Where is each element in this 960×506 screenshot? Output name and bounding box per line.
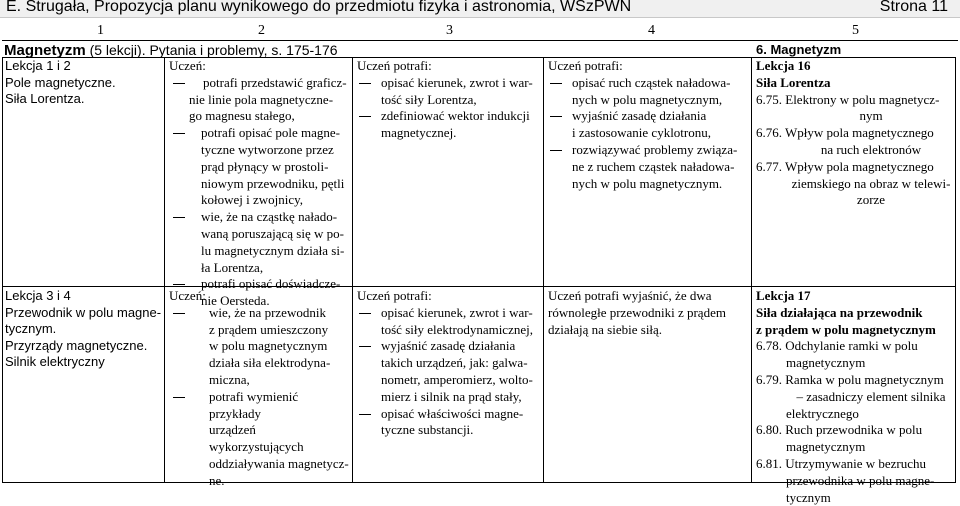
row2-advanced-cell: [548, 288, 748, 338]
text-line: z prądem umieszczony: [209, 321, 329, 337]
problem-title-cont: zorze: [856, 192, 886, 208]
row2-note-item: [756, 372, 956, 422]
problem-number: 6.80.: [756, 422, 782, 438]
dash-marker: [173, 83, 185, 84]
problem-number: 6.81.: [756, 455, 782, 471]
text-line: i zastosowanie cyklotronu,: [572, 125, 711, 141]
dash-marker: [173, 397, 185, 398]
top-rule: [2, 40, 958, 41]
document-title: E. Strugała, Propozycja planu wynikowego do przedmiotu fizyka i astronomia, WSzPWN: [6, 0, 632, 15]
row2-note-item: [756, 338, 956, 372]
text-line: równoległe przewodniki z prądem: [548, 304, 726, 320]
text-line: nych w polu magnetycznym.: [572, 175, 723, 191]
column-divider: [352, 57, 353, 483]
row2-basic-item: [169, 389, 351, 490]
dash-marker: [550, 150, 562, 151]
row2-note-item: [756, 456, 956, 506]
problem-title: Wpływ pola magnetycznego: [785, 158, 934, 174]
dash-marker: [359, 83, 371, 84]
text-line: go magnesu stałego,: [189, 108, 295, 124]
text-line: magnetycznej.: [381, 125, 457, 141]
row1-advanced-item: [548, 75, 748, 109]
row1-advanced-item: [548, 142, 748, 192]
row2-note-item: [756, 422, 956, 456]
text-line: działa siła elektrodyna-: [209, 355, 331, 371]
row2-basic-item: [169, 305, 351, 389]
text-line: miczna,: [209, 371, 250, 387]
text-line: lu magnetycznym działa si-: [201, 242, 345, 258]
text-line: ne z ruchem cząstek naładowa-: [572, 158, 735, 174]
column-divider: [751, 57, 752, 483]
text-line: waną poruszającą się w po-: [201, 225, 344, 241]
problem-title: Elektrony w polu magnetycz-: [785, 91, 940, 107]
problem-title: Utrzymywanie w bezruchu: [785, 455, 927, 471]
dash-marker: [173, 313, 185, 314]
text-line: tyczne wytworzone przez: [201, 141, 334, 157]
row1-basic-cell: [169, 58, 351, 310]
row1-extended-item: [357, 75, 541, 109]
problem-title-cont: elektrycznego: [786, 405, 859, 421]
column-number-1: 1: [97, 23, 104, 38]
text-line: działają na siebie siłą.: [548, 321, 663, 337]
text-line: tość siły elektrodynamicznej,: [381, 321, 533, 337]
dash-marker: [173, 284, 185, 285]
text-line: mierz i silnik na prąd stały,: [381, 388, 522, 404]
row1-advanced-item: [548, 108, 748, 142]
column-number-5: 5: [852, 23, 859, 38]
text-line: opisać właściwości magne-: [381, 405, 524, 421]
dash-marker: [550, 116, 562, 117]
row2-lesson-topic-2: tycznym.: [5, 321, 57, 337]
row2-basic-heading: Uczeń:: [169, 288, 206, 303]
page-number: Strona 11: [879, 0, 948, 15]
text-line: kołowej i zwojnicy,: [201, 192, 304, 208]
text-line: zdefiniować wektor indukcji: [381, 108, 530, 124]
row2-extended-heading: Uczeń potrafi:: [357, 288, 432, 303]
row1-advanced-heading: Uczeń potrafi:: [548, 58, 623, 73]
document-header: [0, 0, 960, 18]
text-line: potrafi wymienić przykłady: [209, 388, 299, 421]
text-line: opisać ruch cząstek naładowa-: [572, 74, 731, 90]
row2-lesson-cell: [5, 288, 163, 371]
text-line: nie linie pola magnetyczne-: [189, 91, 334, 107]
text-line: opisać kierunek, zwrot i war-: [381, 74, 533, 90]
row1-note-item: [756, 159, 956, 209]
dash-marker: [359, 414, 371, 415]
row2-extended-item: [357, 305, 541, 339]
dash-marker: [173, 133, 185, 134]
problem-title: Ruch przewodnika w polu: [785, 422, 923, 438]
row1-lesson-topic-1: Pole magnetyczne.: [5, 74, 116, 90]
row2-notes-topic-1: Siła działająca na przewodnik: [756, 304, 923, 320]
row2-notes-lesson: Lekcja 17: [756, 288, 811, 303]
column-divider: [543, 57, 544, 483]
text-line: w polu magnetycznym: [209, 338, 328, 354]
row1-extended-item: [357, 108, 541, 142]
problem-title-cont: tycznym: [786, 489, 831, 505]
column-number-4: 4: [648, 23, 655, 38]
text-line: urządzeń wykorzystujących: [209, 422, 304, 455]
dash-marker: [359, 313, 371, 314]
chapter-heading: 6. Magnetyzm: [756, 42, 842, 57]
text-line: wie, że na przewodnik: [209, 304, 326, 320]
text-line: wyjaśnić zasadę działania: [381, 338, 516, 354]
text-line: takich urządzeń, jak: galwa-: [381, 355, 528, 371]
text-line: wie, że na cząstkę nałado-: [201, 209, 338, 225]
text-line: nometr, amperomierz, wolto-: [381, 371, 533, 387]
column-number-3: 3: [446, 23, 453, 38]
row2-extended-cell: [357, 288, 541, 439]
problem-number: 6.78.: [756, 338, 782, 354]
dash-marker: [359, 116, 371, 117]
text-line: potrafi opisać doświadcze-: [201, 276, 341, 292]
row1-basic-item: [169, 75, 351, 125]
text-line: rozwiązywać problemy związa-: [572, 141, 738, 157]
text-line: niowym przewodniku, pętli: [201, 175, 345, 191]
problem-title-cont: magnetycznym: [786, 439, 866, 455]
text-line: tyczne substancji.: [381, 422, 474, 438]
text-line: opisać kierunek, zwrot i war-: [381, 304, 533, 320]
text-line: tość siły Lorentza,: [381, 91, 477, 107]
problem-title-cont: – zasadniczy element silnika: [796, 388, 946, 404]
row2-extended-item: [357, 406, 541, 440]
row1-extended-heading: Uczeń potrafi:: [357, 58, 432, 73]
text-line: ła Lorentza,: [201, 259, 264, 275]
row1-basic-item: [169, 125, 351, 209]
problem-number: 6.76.: [756, 125, 782, 141]
subject-details: (5 lekcji). Pytania i problemy, s. 175-176: [85, 42, 338, 58]
text-line: Uczeń potrafi wyjaśnić, że dwa: [548, 288, 712, 303]
problem-title: Ramka w polu magnetycznym: [785, 371, 944, 387]
row1-lesson-number: Lekcja 1 i 2: [5, 58, 71, 73]
problem-number: 6.79.: [756, 371, 782, 387]
text-line: prąd płynący w prostoli-: [201, 158, 329, 174]
row2-lesson-number: Lekcja 3 i 4: [5, 288, 71, 303]
row1-advanced-cell: [548, 58, 748, 192]
problem-title-cont: na ruch elektronów: [820, 141, 922, 157]
row2-lesson-topic-3: Przyrządy magnetyczne.: [5, 337, 148, 353]
dash-marker: [550, 83, 562, 84]
row1-note-item: [756, 125, 956, 159]
column-number-2: 2: [258, 23, 265, 38]
problem-number: 6.75.: [756, 91, 782, 107]
row-divider: [2, 286, 956, 287]
row1-lesson-cell: [5, 58, 160, 108]
row1-note-item: [756, 92, 956, 126]
row1-notes-topic: Siła Lorentza: [756, 74, 831, 90]
row1-basic-heading: Uczeń:: [169, 58, 206, 73]
row2-notes-cell: [756, 288, 956, 506]
text-line: nie Oersteda.: [201, 293, 270, 309]
subject-name: Magnetyzm: [4, 42, 86, 59]
row1-notes-lesson: Lekcja 16: [756, 58, 811, 73]
row2-notes-topic-2: z prądem w polu magnetycznym: [756, 321, 936, 337]
text-line: potrafi opisać pole magne-: [201, 125, 340, 141]
text-line: oddziaływania magnetycz-: [209, 455, 349, 471]
problem-title-cont: nym: [859, 108, 883, 124]
problem-title-cont: ziemskiego na obraz w telewi-: [791, 175, 951, 191]
text-line: nych w polu magnetycznym,: [572, 91, 723, 107]
column-divider: [164, 57, 165, 483]
dash-marker: [359, 346, 371, 347]
text-line: wyjaśnić zasadę działania: [572, 108, 707, 124]
row1-lesson-topic-2: Siła Lorentza.: [5, 91, 85, 107]
problem-title: Wpływ pola magnetycznego: [785, 125, 934, 141]
problem-title-cont: magnetycznym: [786, 355, 866, 371]
row1-notes-cell: [756, 58, 956, 209]
row1-basic-item: [169, 209, 351, 276]
problem-number: 6.77.: [756, 158, 782, 174]
dash-marker: [173, 217, 185, 218]
text-line: ne.: [209, 472, 225, 488]
row2-lesson-topic-4: Silnik elektryczny: [5, 354, 105, 370]
problem-title-cont: przewodnika w polu magne-: [786, 472, 935, 488]
row1-extended-cell: [357, 58, 541, 142]
row2-extended-item: [357, 338, 541, 405]
row2-basic-cell: [169, 288, 351, 490]
problem-title: Odchylanie ramki w polu: [785, 338, 918, 354]
text-line: potrafi przedstawić graficz-: [203, 74, 347, 90]
row2-lesson-topic-1: Przewodnik w polu magne-: [5, 304, 162, 320]
